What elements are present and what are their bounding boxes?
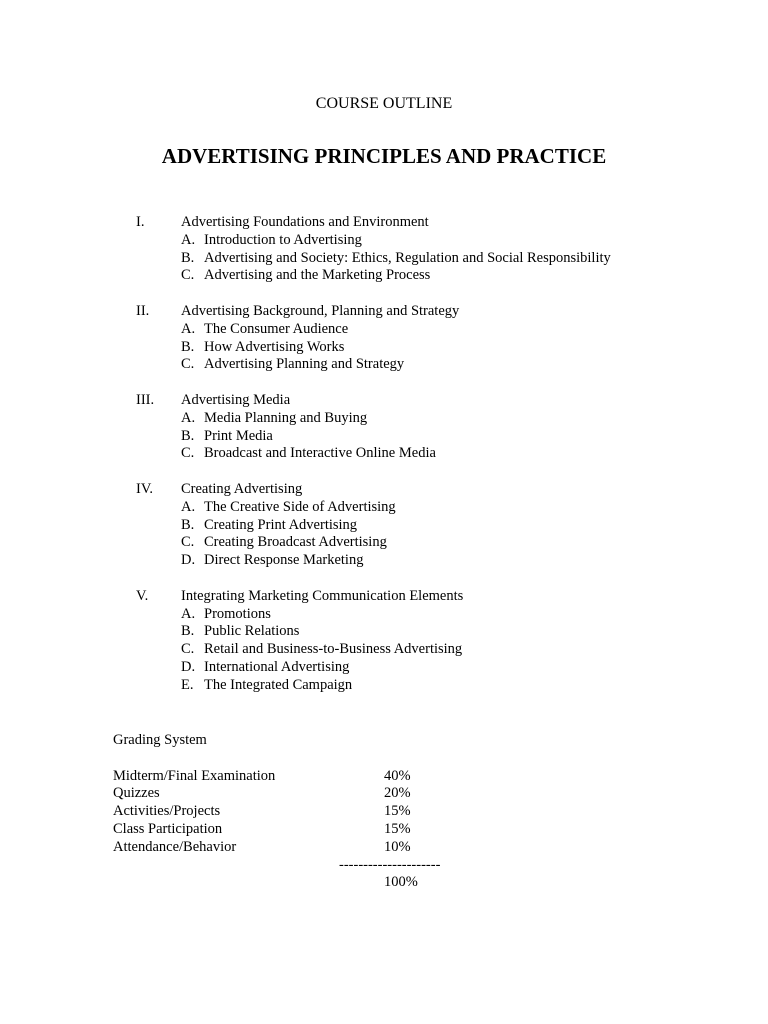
topic-item — [0, 606, 768, 624]
unit-title: Creating Advertising — [181, 480, 303, 497]
topic-text: Media Planning and Buying — [204, 409, 368, 426]
grading-heading: Grading System — [113, 732, 207, 748]
topic-text: The Integrated Campaign — [204, 676, 353, 693]
topic-text: Creating Print Advertising — [204, 516, 358, 533]
topic-letter: B. — [181, 338, 195, 355]
grade-component: Attendance/Behavior — [113, 838, 237, 855]
topic-item — [0, 267, 768, 285]
topic-letter: A. — [181, 231, 196, 248]
grade-percent: 15% — [384, 803, 411, 820]
topic-text: The Creative Side of Advertising — [204, 498, 396, 515]
topic-letter: A. — [181, 409, 196, 426]
topic-letter: B. — [181, 249, 195, 266]
topic-text: Advertising and Society: Ethics, Regulation and Social Responsibility — [204, 249, 611, 266]
topic-item — [0, 623, 768, 641]
topic-item — [0, 552, 768, 570]
grade-component: Quizzes — [113, 785, 160, 802]
topic-letter: A. — [181, 498, 196, 515]
unit-heading — [0, 588, 768, 606]
topic-text: How Advertising Works — [204, 338, 345, 355]
topic-letter: E. — [181, 676, 194, 693]
topic-letter: C. — [181, 445, 195, 462]
course-title: ADVERTISING PRINCIPLES AND PRACTICE — [161, 144, 607, 168]
topic-letter: D. — [181, 658, 196, 675]
topic-letter: B. — [181, 427, 195, 444]
topic-letter: B. — [181, 623, 195, 640]
topic-item — [0, 445, 768, 463]
outline-unit — [0, 481, 768, 570]
total-rule: --------------------- — [339, 856, 441, 873]
unit-numeral: V. — [136, 587, 149, 604]
grade-percent: 40% — [384, 767, 411, 784]
topic-item — [0, 250, 768, 268]
topic-letter: B. — [181, 516, 195, 533]
topic-text: Creating Broadcast Advertising — [204, 534, 387, 551]
topic-item — [0, 356, 768, 374]
unit-numeral: II. — [136, 302, 150, 319]
topic-text: Direct Response Marketing — [204, 552, 364, 569]
unit-title: Advertising Background, Planning and Strategy — [181, 302, 460, 319]
topic-item — [0, 321, 768, 339]
grade-percent: 20% — [384, 785, 411, 802]
topic-item — [0, 641, 768, 659]
topic-item — [0, 410, 768, 428]
unit-numeral: IV. — [136, 480, 154, 497]
topic-letter: A. — [181, 605, 196, 622]
grade-total: 100% — [384, 874, 418, 891]
topic-item — [0, 339, 768, 357]
topic-letter: A. — [181, 320, 196, 337]
course-outline-label: COURSE OUTLINE — [315, 95, 453, 112]
grade-percent: 15% — [384, 820, 411, 837]
topic-letter: C. — [181, 356, 195, 373]
topic-text: Print Media — [204, 427, 273, 444]
topic-letter: D. — [181, 552, 196, 569]
grade-component: Midterm/Final Examination — [113, 767, 276, 784]
outline-unit — [0, 303, 768, 374]
grade-row — [0, 803, 768, 821]
topic-item — [0, 232, 768, 250]
topic-letter: C. — [181, 641, 195, 658]
topic-text: Advertising Planning and Strategy — [204, 356, 405, 373]
topic-text: The Consumer Audience — [204, 320, 349, 337]
grade-percent: 10% — [384, 838, 411, 855]
outline-unit — [0, 214, 768, 285]
topic-item — [0, 428, 768, 446]
topic-text: Broadcast and Interactive Online Media — [204, 445, 436, 462]
grade-row — [0, 768, 768, 786]
topic-text: Advertising and the Marketing Process — [204, 267, 431, 284]
topic-text: International Advertising — [204, 658, 350, 675]
unit-heading — [0, 214, 768, 232]
unit-heading — [0, 303, 768, 321]
topic-item — [0, 534, 768, 552]
topic-letter: C. — [181, 534, 195, 551]
unit-title: Integrating Marketing Communication Elements — [181, 587, 464, 604]
grade-row — [0, 839, 768, 857]
course-outline — [0, 214, 768, 712]
unit-heading — [0, 481, 768, 499]
topic-item — [0, 659, 768, 677]
unit-title: Advertising Foundations and Environment — [181, 214, 429, 230]
grade-component: Activities/Projects — [113, 803, 221, 820]
topic-text: Retail and Business-to-Business Advertising — [204, 641, 463, 658]
outline-unit — [0, 392, 768, 463]
topic-text: Introduction to Advertising — [204, 231, 362, 248]
topic-item — [0, 517, 768, 535]
unit-numeral: III. — [136, 391, 155, 408]
unit-heading — [0, 392, 768, 410]
grade-row — [0, 785, 768, 803]
topic-text: Promotions — [204, 605, 271, 622]
grade-component: Class Participation — [113, 820, 223, 837]
grade-row — [0, 821, 768, 839]
topic-text: Public Relations — [204, 623, 300, 640]
unit-title: Advertising Media — [181, 391, 291, 408]
topic-item — [0, 677, 768, 695]
topic-item — [0, 499, 768, 517]
topic-letter: C. — [181, 267, 195, 284]
grading-table — [0, 768, 768, 857]
outline-unit — [0, 588, 768, 695]
unit-numeral: I. — [136, 214, 145, 230]
